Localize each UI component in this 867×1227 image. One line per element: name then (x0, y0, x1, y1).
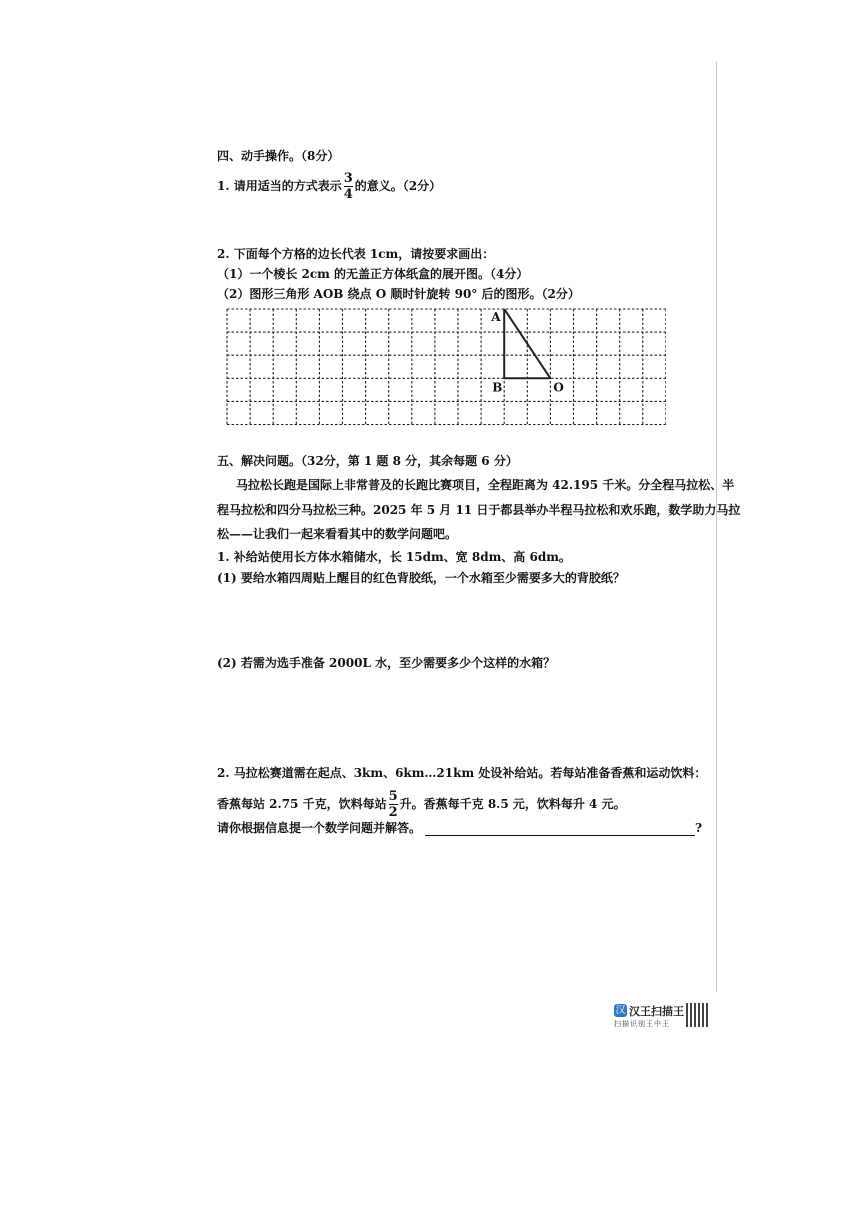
fraction-denominator: 2 (388, 805, 398, 820)
fraction-numerator: 5 (388, 789, 398, 804)
scanner-name: 汉王扫描王 (629, 1005, 684, 1018)
scanner-tagline: 扫描识别王中王 (614, 1020, 670, 1028)
intro-line-1: 马拉松长跑是国际上非常普及的长跑比赛项目，全程距离为 42.195 千米。分全程马拉松、半 (236, 478, 735, 492)
scanner-logo-icon: 汉 (615, 1005, 626, 1016)
intro-line-3: 松——让我们一起来看看其中的数学问题吧。 (217, 527, 458, 541)
section-4-heading: 四、动手操作。（8分） (217, 149, 340, 163)
square-grid (226, 308, 666, 434)
q2-text-after: 升。香蕉每千克 8.5 元，饮料每升 4 元。 (399, 797, 626, 811)
qr-code-icon (686, 1003, 710, 1027)
point-label-a: A (491, 310, 501, 324)
fraction-denominator: 4 (343, 187, 353, 202)
q1-text-after: 的意义。（2分） (354, 179, 442, 193)
question-4-2: 2. 下面每个方格的边长代表 1cm，请按要求画出： (217, 247, 495, 261)
q1-text-before: 1. 请用适当的方式表示 (217, 179, 342, 193)
question-4-1 (217, 172, 441, 201)
section-5-heading: 五、解决问题。（32分，第 1 题 8 分，其余每题 6 分） (217, 454, 518, 468)
question-mark: ? (695, 821, 703, 835)
question-5-1-2: (2) 若需为选手准备 2000L 水，至少需要多少个这样的水箱？ (217, 656, 556, 670)
question-5-1-1: (1) 要给水箱四周贴上醒目的红色背胶纸，一个水箱至少需要多大的背胶纸？ (217, 571, 625, 585)
question-4-2-1: （1）一个棱长 2cm 的无盖正方体纸盒的展开图。（4分） (217, 267, 529, 281)
fraction-three-quarters (344, 172, 353, 201)
fraction-five-halves (389, 790, 398, 819)
question-5-2-line-2 (217, 790, 626, 819)
page-edge (716, 62, 717, 992)
question-4-2-2: （2）图形三角形 AOB 绕点 O 顺时针旋转 90° 后的图形。（2分） (217, 287, 580, 301)
question-5-1: 1. 补给站使用长方体水箱储水，长 15dm、宽 8dm、高 6dm。 (217, 550, 571, 564)
q2-text-before: 香蕉每站 2.75 千克，饮料每站 (217, 797, 387, 811)
intro-line-2: 程马拉松和四分马拉松三种。2025 年 5 月 11 日于都县举办半程马拉松和欢乐跑，数学助力马拉 (217, 503, 741, 517)
answer-blank[interactable] (425, 823, 695, 836)
point-label-b: B (492, 380, 503, 395)
question-5-2-line-3 (217, 820, 702, 836)
q2-prompt: 请你根据信息提一个数学问题并解答。 (217, 821, 422, 835)
scanner-watermark (614, 1003, 712, 1031)
fraction-numerator: 3 (343, 171, 353, 186)
point-label-o: O (553, 380, 564, 395)
question-5-2: 2. 马拉松赛道需在起点、3km、6km…21km 处设补给站。若每站准备香蕉和运动饮料： (217, 766, 707, 780)
